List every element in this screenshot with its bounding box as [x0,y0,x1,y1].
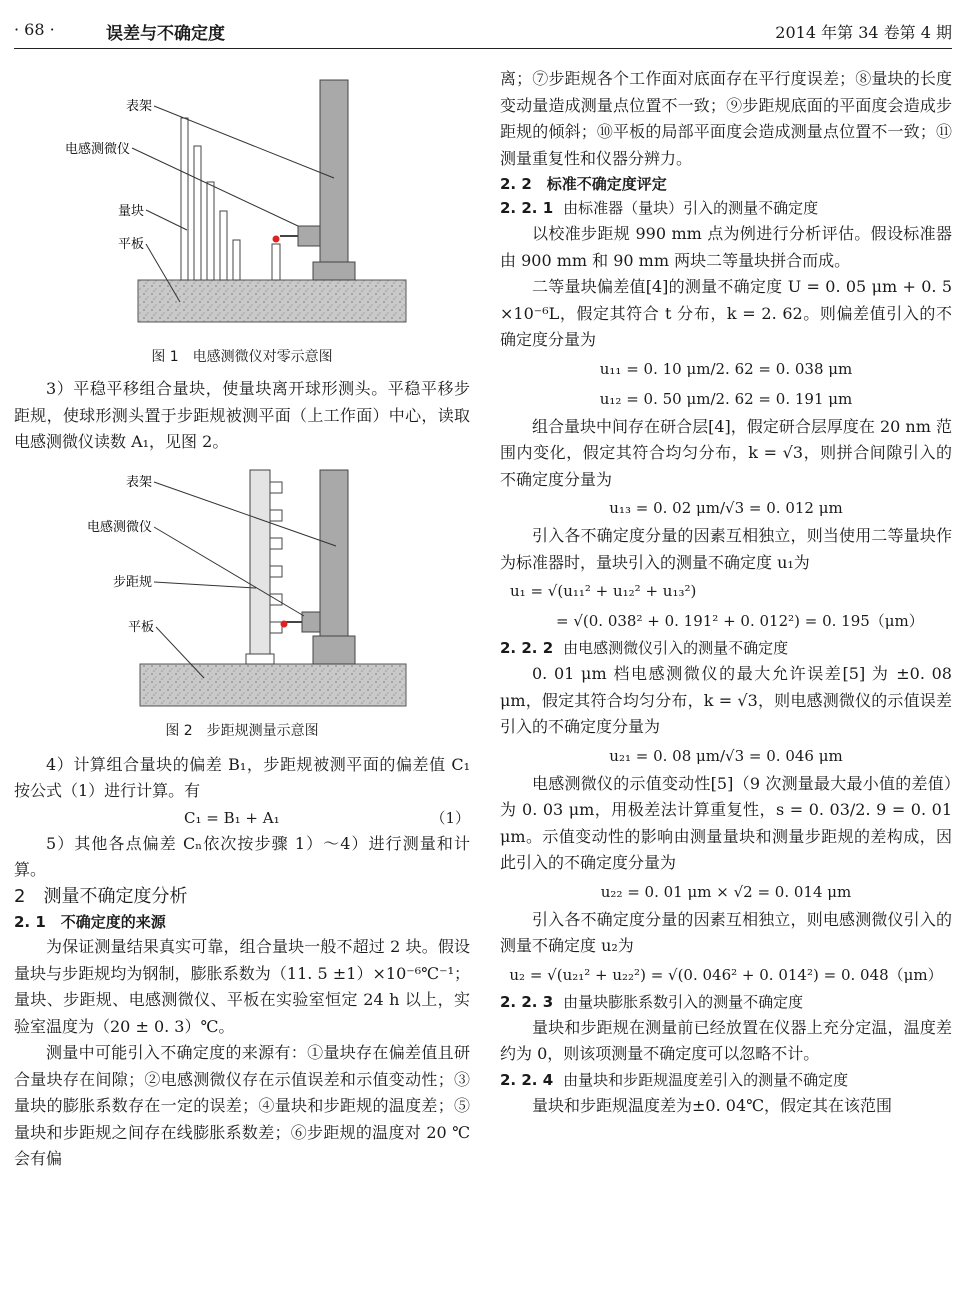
figure-2-drawing [14,464,470,720]
stand-base [313,262,355,280]
figure-2-caption: 图 2 步距规测量示意图 [165,722,319,739]
section-2-2-3-number: 2. 2. 3 [500,992,554,1011]
equation-u21: u₂₁ = 0. 08 μm/√3 = 0. 046 μm [609,746,843,765]
equation-1 [14,805,470,831]
fig2-label-stand: 表架 [125,474,152,490]
step-3-text: 3）平稳平移组合量块，使量块离开球形测头。平稳平移步距规，使球形测头置于步距规被测平面（上工作面）中心，读取电感测微仪读数 A₁，见图 2。 [14,379,470,451]
paragraph-wringing-layer: 组合量块中间存在研合层[4]，假定研合层厚度在 20 nm 范围内变化，假定其符合均匀分布，k = √3，则拼合间隙引入的不确定度分量为 [500,416,952,489]
section-2-2-heading: 2. 2 标准不确定度评定 [500,175,667,193]
equation-1-body: C₁ = B₁ + A₁ [184,808,280,827]
probe-holder [302,612,320,632]
paragraph-temperature-diff: 量块和步距规温度差为±0. 04℃，假定其在该范围 [532,1095,893,1115]
stand-base [313,636,355,664]
probe-ball-icon [273,236,280,243]
fig2-label-plate: 平板 [127,619,154,635]
equation-u13: u₁₃ = 0. 02 μm/√3 = 0. 012 μm [609,499,843,517]
equation-u12: u₁₂ = 0. 50 μm/2. 62 = 0. 191 μm [599,389,853,408]
paragraph-independence-2: 引入各不确定度分量的因素互相独立，则电感测微仪引入的测量不确定度 u₂为 [500,909,952,955]
step-bar [220,211,227,280]
paragraph-sources: 测量中可能引入不确定度的来源有：①量块存在偏差值且研合量块存在间隙；②电感测微仪存在示值误差和示值变动性；③量块的膨胀系数存在一定的误差；④量块和步距规的温度差；⑤量块和步距规之间存在线膨胀系数差；⑥步距规的温度对 20 ℃ 会有偏 [14,1043,470,1168]
figure-1 [14,68,470,368]
equation-u1-line1: u₁ = √(u₁₁² + u₁₂² + u₁₃²) [510,582,697,600]
flat-plate [138,280,406,322]
paragraph-conditions: 为保证测量结果真实可靠，组合量块一般不超过 2 块。假设量块与步距规均为钢制，膨胀系数为（11. 5 ±1）×10⁻⁶℃⁻¹；量块、步距规、电感测微仪、平板在实验室恒定 24 h 以上，实验室温度为（20 ± 0. 3）℃。 [14,937,470,1036]
paragraph-gauge-uncertainty: 二等量块偏差值[4]的测量不确定度 U = 0. 05 μm + 0. 5 ×10⁻⁶L，假定其符合 t 分布，k = 2. 62。则偏差值引入的不确定度分量为 [500,277,952,349]
section-2-2-1-title: 由标准器（量块）引入的测量不确定度 [563,199,819,217]
step-bar [194,146,201,280]
section-2-2-1-number: 2. 2. 1 [500,199,554,217]
page-header [14,18,952,49]
fig2-label-micrometer: 电感测微仪 [86,519,152,535]
figure-1-drawing [14,68,470,346]
flat-plate [140,664,406,706]
fig1-label-micrometer: 电感测微仪 [64,142,130,157]
section-2-2-3-heading [500,990,952,1015]
section-2-2-3-title: 由量块膨胀系数引入的测量不确定度 [563,992,804,1011]
paragraph-repeatability: 电感测微仪的示值变动性[5]（9 次测量最大最小值的差值）为 0. 03 μm，用极差法计算重复性，s = 0. 03/2. 9 = 0. 01 μm。示值变动性的影响由测量量块和测量步距规的差构成，因此引入的不确定度分量为 [500,773,952,872]
equation-u22: u₂₂ = 0. 01 μm × √2 = 0. 014 μm [600,882,852,901]
fig1-label-plate: 平板 [117,237,144,252]
section-2-heading: 2 测量不确定度分析 [14,885,188,907]
page-number: · 68 · [14,20,55,39]
step-bar [233,240,240,280]
equation-1-number: （1） [430,808,470,827]
section-2-2-2-title: 由电感测微仪引入的测量不确定度 [563,639,789,657]
step-bar [207,182,214,280]
equation-u1-line2: = √(0. 038² + 0. 191² + 0. 012²) = 0. 195（μm） [556,612,924,630]
figure-1-caption: 图 1 电感测微仪对零示意图 [151,349,333,365]
section-2-2-4-title: 由量块和步距规温度差引入的测量不确定度 [563,1070,849,1089]
section-2-2-1-heading [500,196,952,221]
journal-title: 误差与不确定度 [106,24,225,44]
figure-2 [14,464,470,742]
issue-info: 2014 年第 34 卷第 4 期 [775,23,952,42]
step-5-text: 5）其他各点偏差 Cₙ依次按步骤 1）～4）进行测量和计算。 [14,833,470,879]
paragraph-micrometer-error: 0. 01 μm 档电感测微仪的最大允许误差[5] 为 ±0. 08 μm，假定其符合均匀分布，k = √3，则电感测微仪的示值误差引入的不确定度分量为 [500,664,952,736]
section-2-2-2-number: 2. 2. 2 [500,639,554,657]
step-4-text: 4）计算组合量块的偏差 B₁，步距规被测平面的偏差值 C₁按公式（1）进行计算。有 [14,754,470,800]
equation-u2: u₂ = √(u₂₁² + u₂₂²) = √(0. 046² + 0. 014²) = 0. 048（μm） [509,965,943,984]
probe-ball-icon [281,620,288,627]
paragraph-sources-cont: 离；⑦步距规各个工作面对底面存在平行度误差；⑧量块的长度变动量造成测量点位置不一致；⑨步距规底面的平面度会造成步距规的倾斜；⑩平板的局部平面度会造成测量点位置不一致；⑪测量重复性和仪器分辨力。 [500,69,952,168]
equation-u11: u₁₁ = 0. 10 μm/2. 62 = 0. 038 μm [599,359,853,378]
gauge-block [272,244,280,280]
stand-column [320,80,348,262]
section-2-1-heading: 2. 1 不确定度的来源 [14,913,166,931]
step-gauge [250,470,270,664]
left-column [14,68,470,1173]
section-2-2-2-heading [500,636,952,661]
probe-holder [298,226,320,246]
paragraph-expansion: 量块和步距规在测量前已经放置在仪器上充分定温，温度差约为 0，则该项测量不确定度可以忽略不计。 [500,1017,952,1063]
paragraph-standard: 以校准步距规 990 mm 点为例进行分析评估。假设标准器由 900 mm 和 90 mm 两块二等量块拼合而成。 [500,224,952,270]
fig2-label-step-gauge: 步距规 [112,574,152,590]
right-column [500,66,952,1119]
fig1-label-gauge-block: 量块 [117,204,144,219]
stand-column [320,470,348,636]
section-2-2-4-number: 2. 2. 4 [500,1070,554,1089]
paragraph-independence-1: 引入各不确定度分量的因素互相独立，则当使用二等量块作为标准器时，量块引入的测量不确定度 u₁为 [500,526,952,572]
fig1-label-stand: 表架 [125,99,152,114]
step-bar [181,118,188,280]
section-2-2-4-heading [500,1068,952,1093]
